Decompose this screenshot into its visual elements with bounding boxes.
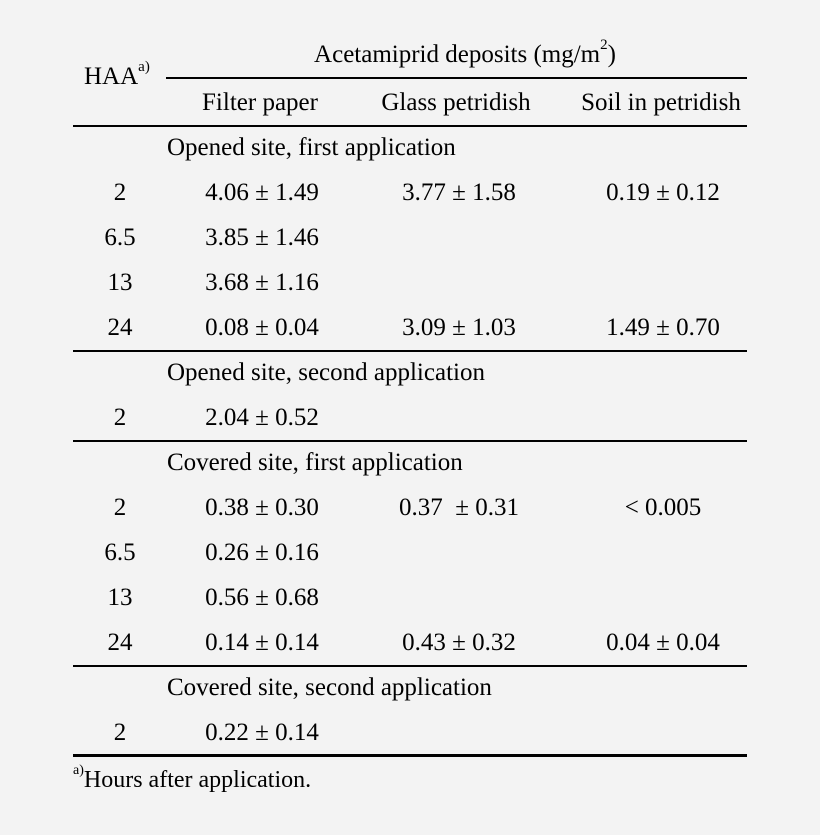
soil-cell: 1.49 ± 0.70	[606, 314, 720, 341]
haa-cell: 2	[113, 179, 127, 206]
filter-cell: 0.26 ± 0.16	[205, 539, 319, 566]
col-header-filter-paper: Filter paper	[202, 89, 318, 116]
group-header-rule	[166, 77, 747, 79]
deposits-group-header	[314, 37, 616, 68]
soil-cell: 0.04 ± 0.04	[606, 629, 720, 656]
table-bottom-rule	[73, 754, 747, 757]
filter-cell: 3.85 ± 1.46	[205, 224, 319, 251]
section-rule	[73, 665, 747, 667]
glass-cell: 0.37 ± 0.31	[399, 494, 519, 521]
footnote-text: Hours after application.	[83, 767, 312, 793]
section-title: Opened site, second application	[167, 359, 485, 386]
haa-cell: 2	[113, 719, 127, 746]
haa-label: HAA	[84, 63, 139, 90]
haa-footnote-marker: a)	[138, 59, 150, 75]
section-rule	[73, 440, 747, 442]
filter-cell: 3.68 ± 1.16	[205, 269, 319, 296]
section-rule	[73, 350, 747, 352]
haa-header	[84, 59, 150, 90]
deposits-group-label: Acetamiprid deposits (mg/m	[314, 41, 601, 68]
glass-cell: 3.09 ± 1.03	[402, 314, 516, 341]
haa-cell: 13	[107, 269, 133, 296]
haa-cell: 6.5	[104, 224, 136, 251]
soil-cell: < 0.005	[624, 494, 702, 521]
filter-cell: 0.38 ± 0.30	[205, 494, 319, 521]
filter-cell: 0.14 ± 0.14	[205, 629, 319, 656]
haa-cell: 24	[107, 314, 133, 341]
haa-cell: 13	[107, 584, 133, 611]
haa-cell: 6.5	[104, 539, 136, 566]
filter-cell: 0.08 ± 0.04	[205, 314, 319, 341]
section-title: Opened site, first application	[167, 134, 456, 161]
filter-cell: 0.22 ± 0.14	[205, 719, 319, 746]
section-title: Covered site, first application	[167, 449, 463, 476]
footnote	[73, 763, 312, 793]
unit-superscript: 2	[600, 37, 608, 53]
filter-cell: 4.06 ± 1.49	[205, 179, 319, 206]
footnote-marker: a)	[73, 763, 84, 778]
glass-cell: 3.77 ± 1.58	[402, 179, 516, 206]
col-header-soil-petridish: Soil in petridish	[581, 89, 741, 116]
header-rule	[73, 125, 747, 127]
filter-cell: 2.04 ± 0.52	[205, 404, 319, 431]
haa-cell: 2	[113, 494, 127, 521]
glass-cell: 0.43 ± 0.32	[402, 629, 516, 656]
col-header-glass-petridish: Glass petridish	[381, 89, 531, 116]
section-title: Covered site, second application	[167, 674, 492, 701]
filter-cell: 0.56 ± 0.68	[205, 584, 319, 611]
haa-cell: 2	[113, 404, 127, 431]
soil-cell: 0.19 ± 0.12	[606, 179, 720, 206]
haa-cell: 24	[107, 629, 133, 656]
deposits-group-close: )	[607, 41, 616, 68]
